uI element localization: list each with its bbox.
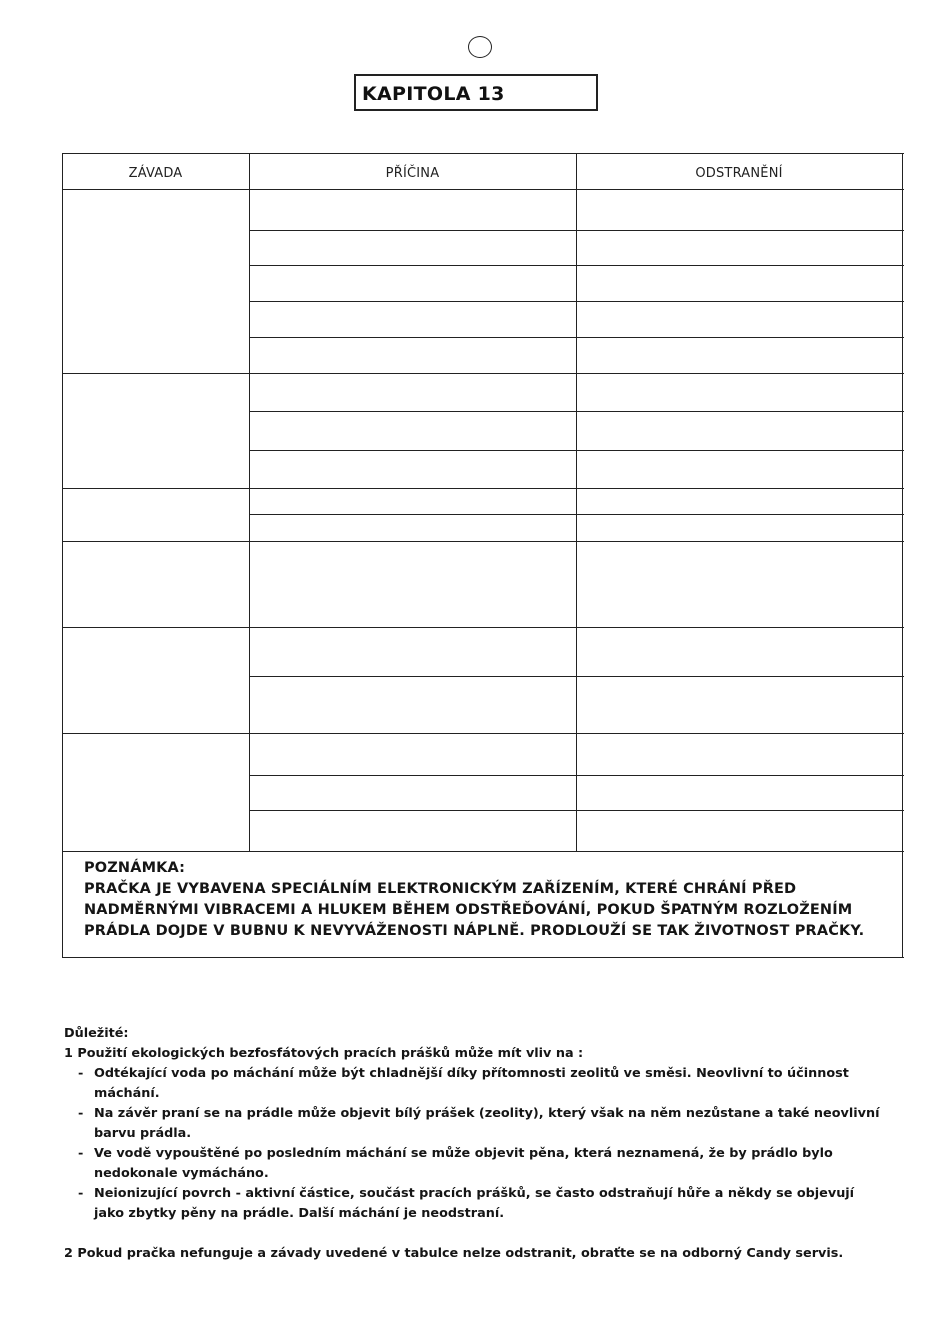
- note-line: NADMĚRNÝMI VIBRACEMI A HLUKEM BĚHEM ODSTŘEĎOVÁNÍ, POKUD ŠPATNÝM ROZLOŽENÍM: [84, 902, 853, 918]
- bullet-continuation: jako zbytky pěny na prádle. Další máchání je neodstraní.: [94, 1206, 505, 1221]
- bullet-continuation: barvu prádla.: [94, 1126, 192, 1141]
- group-divider: [62, 488, 904, 489]
- group-divider: [62, 733, 904, 734]
- table-right-border: [902, 153, 903, 958]
- important-point-1: 1 Použití ekologických bezfosfátových pracích prášků může mít vliv na :: [64, 1046, 584, 1061]
- row-divider: [249, 450, 904, 451]
- column-header-cause: PŘÍČINA: [385, 166, 440, 181]
- note-block: [84, 858, 884, 942]
- note-heading: POZNÁMKA:: [84, 860, 186, 876]
- table-bottom-border: [62, 957, 904, 958]
- chapter-title: KAPITOLA 13: [362, 83, 505, 105]
- group-divider: [62, 541, 904, 542]
- bullet-text: Neionizující povrch - aktivní částice, součást pracích prášků, se často odstraňují hůře a někdy se objevují: [94, 1186, 855, 1201]
- column-divider-2: [576, 153, 577, 852]
- bullet-item: [64, 1104, 924, 1124]
- bullet-dash: -: [78, 1106, 84, 1121]
- bullet-continuation: máchání.: [94, 1086, 160, 1101]
- row-divider: [249, 775, 904, 776]
- bullet-item: [64, 1184, 924, 1204]
- important-heading: Důležité:: [64, 1026, 129, 1041]
- bullet-continuation: nedokonale vymácháno.: [94, 1166, 269, 1181]
- group-divider: [62, 373, 904, 374]
- important-section: [64, 1024, 924, 1264]
- column-divider-1: [249, 153, 250, 852]
- row-divider: [249, 676, 904, 677]
- chapter-title-box: [354, 74, 598, 111]
- note-line: PRAČKA JE VYBAVENA SPECIÁLNÍM ELEKTRONICKÝM ZAŘÍZENÍM, KTERÉ CHRÁNÍ PŘED: [84, 881, 797, 897]
- column-header-remedy: ODSTRANĚNÍ: [695, 166, 783, 181]
- table-left-border: [62, 153, 63, 958]
- bullet-dash: -: [78, 1186, 84, 1201]
- bullet-text: Odtékající voda po máchání může být chladnější díky přítomnosti zeolitů ve směsi. Neovlivní to účinnost: [94, 1066, 849, 1081]
- group-divider: [62, 627, 904, 628]
- row-divider: [249, 301, 904, 302]
- header-divider: [62, 189, 904, 190]
- note-line: PRÁDLA DOJDE V BUBNU K NEVYVÁŽENOSTI NÁPLNĚ. PRODLOUŽÍ SE TAK ŽIVOTNOST PRAČKY.: [84, 923, 865, 939]
- row-divider: [249, 230, 904, 231]
- language-badge: [468, 36, 492, 58]
- row-divider: [249, 514, 904, 515]
- table-top-border: [62, 153, 904, 154]
- bullet-item: [64, 1064, 924, 1084]
- row-divider: [249, 265, 904, 266]
- bullet-text: Ve vodě vypouštěné po posledním máchání se může objevit pěna, která neznamená, že by prádlo bylo: [94, 1146, 833, 1161]
- row-divider: [249, 810, 904, 811]
- row-divider: [249, 337, 904, 338]
- bullet-dash: -: [78, 1146, 84, 1161]
- bullet-dash: -: [78, 1066, 84, 1081]
- row-divider: [249, 411, 904, 412]
- bullet-text: Na závěr praní se na prádle může objevit bílý prášek (zeolity), který však na něm nezůstane a také neovlivní: [94, 1106, 880, 1121]
- bullet-item: [64, 1144, 924, 1164]
- spacer: [64, 1224, 924, 1244]
- group-divider: [62, 851, 904, 852]
- column-header-fault: ZÁVADA: [128, 166, 183, 181]
- important-point-2: 2 Pokud pračka nefunguje a závady uvedené v tabulce nelze odstranit, obraťte se na odborný Candy servis.: [64, 1246, 844, 1261]
